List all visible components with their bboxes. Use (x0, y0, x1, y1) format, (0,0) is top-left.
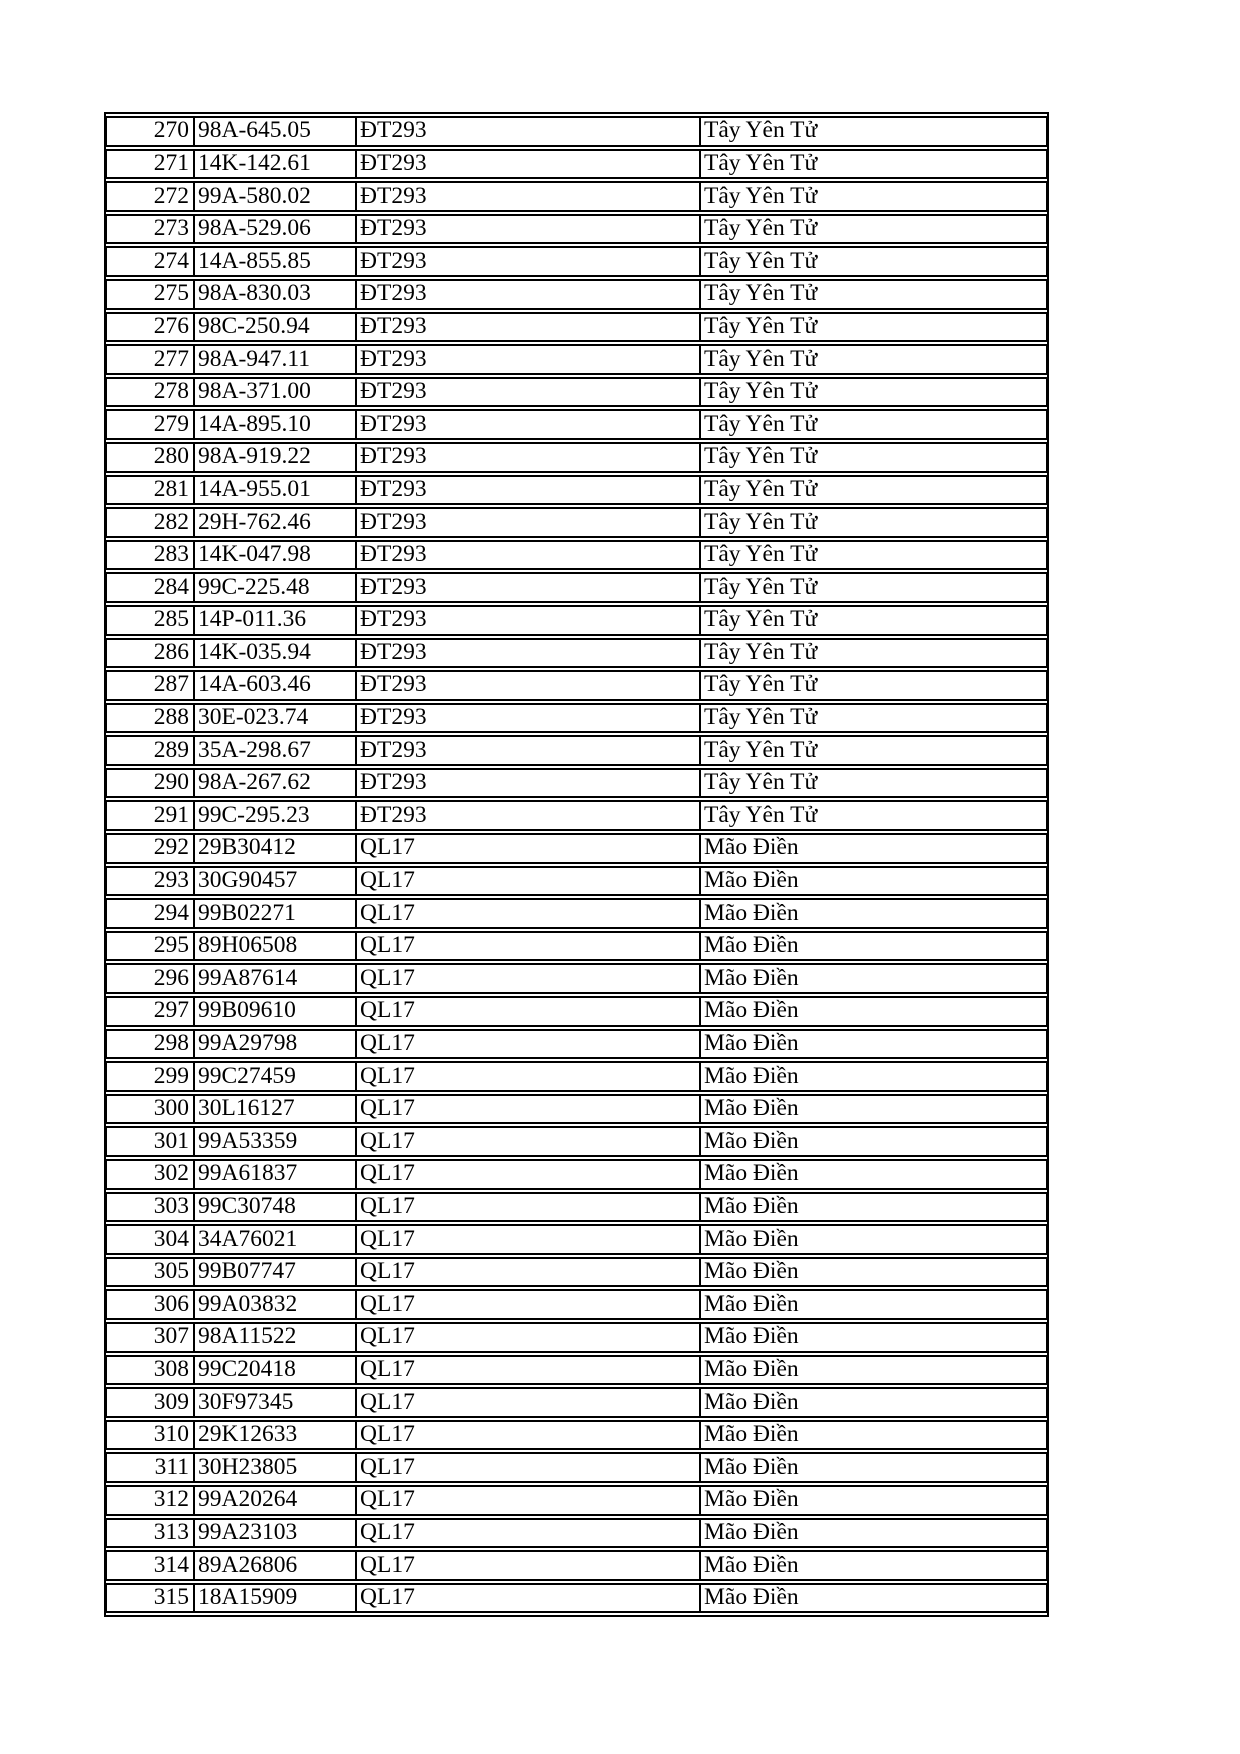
cell-road: QL17 (356, 1192, 700, 1223)
cell-stt: 272 (106, 181, 194, 212)
cell-plate: 14P-011.36 (194, 605, 356, 636)
table-row (106, 1355, 1047, 1386)
cell-stt: 308 (106, 1355, 194, 1386)
table-row (106, 800, 1047, 831)
cell-road: QL17 (356, 1289, 700, 1320)
cell-location: Tây Yên Tử (700, 800, 1047, 831)
cell-road: ĐT293 (356, 703, 700, 734)
cell-road: ĐT293 (356, 409, 700, 440)
cell-road: QL17 (356, 1094, 700, 1125)
cell-stt: 300 (106, 1094, 194, 1125)
cell-location: Tây Yên Tử (700, 638, 1047, 669)
table-row (106, 1322, 1047, 1353)
table-row (106, 507, 1047, 538)
cell-plate: 30F97345 (194, 1387, 356, 1418)
cell-plate: 18A15909 (194, 1583, 356, 1614)
cell-plate: 30H23805 (194, 1452, 356, 1483)
table-row (106, 1224, 1047, 1255)
cell-road: ĐT293 (356, 638, 700, 669)
cell-plate: 14A-855.85 (194, 246, 356, 277)
table-row (106, 149, 1047, 180)
cell-location: Mão Điền (700, 1322, 1047, 1353)
table-row (106, 768, 1047, 799)
cell-plate: 99A-580.02 (194, 181, 356, 212)
cell-plate: 99B02271 (194, 898, 356, 929)
cell-stt: 292 (106, 833, 194, 864)
cell-location: Tây Yên Tử (700, 246, 1047, 277)
cell-stt: 294 (106, 898, 194, 929)
cell-plate: 35A-298.67 (194, 735, 356, 766)
cell-location: Mão Điền (700, 1289, 1047, 1320)
table-row (106, 1126, 1047, 1157)
cell-plate: 99B09610 (194, 996, 356, 1027)
cell-location: Mão Điền (700, 1192, 1047, 1223)
table-row (106, 214, 1047, 245)
cell-location: Tây Yên Tử (700, 149, 1047, 180)
table-row (106, 344, 1047, 375)
cell-stt: 276 (106, 312, 194, 343)
cell-road: QL17 (356, 1257, 700, 1288)
cell-stt: 311 (106, 1452, 194, 1483)
cell-plate: 98A-645.05 (194, 116, 356, 147)
table-row (106, 279, 1047, 310)
cell-plate: 99C20418 (194, 1355, 356, 1386)
cell-location: Mão Điền (700, 1452, 1047, 1483)
cell-location: Mão Điền (700, 1485, 1047, 1516)
table-row (106, 638, 1047, 669)
cell-road: ĐT293 (356, 768, 700, 799)
cell-location: Tây Yên Tử (700, 181, 1047, 212)
cell-stt: 283 (106, 540, 194, 571)
cell-stt: 310 (106, 1420, 194, 1451)
cell-location: Tây Yên Tử (700, 214, 1047, 245)
cell-plate: 99A29798 (194, 1029, 356, 1060)
cell-road: ĐT293 (356, 735, 700, 766)
cell-plate: 34A76021 (194, 1224, 356, 1255)
cell-stt: 304 (106, 1224, 194, 1255)
cell-location: Mão Điền (700, 1159, 1047, 1190)
cell-stt: 290 (106, 768, 194, 799)
cell-location: Mão Điền (700, 1550, 1047, 1581)
cell-stt: 315 (106, 1583, 194, 1614)
table-row (106, 931, 1047, 962)
cell-road: ĐT293 (356, 279, 700, 310)
table-row (106, 1029, 1047, 1060)
cell-location: Tây Yên Tử (700, 572, 1047, 603)
cell-plate: 99A61837 (194, 1159, 356, 1190)
table-row (106, 1289, 1047, 1320)
cell-stt: 302 (106, 1159, 194, 1190)
cell-stt: 275 (106, 279, 194, 310)
table-row (106, 1387, 1047, 1418)
cell-plate: 99A03832 (194, 1289, 356, 1320)
table-row (106, 409, 1047, 440)
cell-plate: 89A26806 (194, 1550, 356, 1581)
cell-location: Tây Yên Tử (700, 605, 1047, 636)
cell-location: Mão Điền (700, 1061, 1047, 1092)
table-row (106, 670, 1047, 701)
cell-stt: 299 (106, 1061, 194, 1092)
table-row (106, 312, 1047, 343)
cell-road: QL17 (356, 1583, 700, 1614)
table-row (106, 1420, 1047, 1451)
cell-location: Tây Yên Tử (700, 540, 1047, 571)
cell-stt: 297 (106, 996, 194, 1027)
table-row (106, 1550, 1047, 1581)
cell-stt: 309 (106, 1387, 194, 1418)
cell-road: ĐT293 (356, 670, 700, 701)
table-row (106, 1485, 1047, 1516)
cell-location: Mão Điền (700, 1387, 1047, 1418)
cell-plate: 99A53359 (194, 1126, 356, 1157)
cell-stt: 277 (106, 344, 194, 375)
cell-location: Mão Điền (700, 996, 1047, 1027)
cell-plate: 99C30748 (194, 1192, 356, 1223)
table-row (106, 1452, 1047, 1483)
cell-location: Tây Yên Tử (700, 670, 1047, 701)
cell-road: QL17 (356, 1061, 700, 1092)
cell-location: Tây Yên Tử (700, 735, 1047, 766)
vehicle-table (104, 112, 1049, 1617)
cell-stt: 295 (106, 931, 194, 962)
cell-road: QL17 (356, 1518, 700, 1549)
cell-location: Mão Điền (700, 1355, 1047, 1386)
cell-road: QL17 (356, 963, 700, 994)
table-row (106, 866, 1047, 897)
cell-location: Mão Điền (700, 1518, 1047, 1549)
cell-location: Mão Điền (700, 866, 1047, 897)
cell-location: Tây Yên Tử (700, 312, 1047, 343)
table-row (106, 605, 1047, 636)
table-row (106, 181, 1047, 212)
cell-road: QL17 (356, 1159, 700, 1190)
cell-road: ĐT293 (356, 442, 700, 473)
cell-stt: 271 (106, 149, 194, 180)
cell-location: Tây Yên Tử (700, 279, 1047, 310)
cell-plate: 98A11522 (194, 1322, 356, 1353)
cell-plate: 29B30412 (194, 833, 356, 864)
cell-road: ĐT293 (356, 246, 700, 277)
cell-road: QL17 (356, 1485, 700, 1516)
cell-road: QL17 (356, 1126, 700, 1157)
cell-road: QL17 (356, 866, 700, 897)
cell-road: QL17 (356, 1029, 700, 1060)
cell-stt: 285 (106, 605, 194, 636)
table-row (106, 1159, 1047, 1190)
cell-road: ĐT293 (356, 344, 700, 375)
table-row (106, 1094, 1047, 1125)
cell-road: QL17 (356, 1322, 700, 1353)
cell-road: ĐT293 (356, 475, 700, 506)
cell-stt: 288 (106, 703, 194, 734)
table-row (106, 703, 1047, 734)
cell-plate: 98A-947.11 (194, 344, 356, 375)
table-row (106, 442, 1047, 473)
cell-location: Mão Điền (700, 963, 1047, 994)
cell-stt: 313 (106, 1518, 194, 1549)
cell-stt: 289 (106, 735, 194, 766)
cell-road: QL17 (356, 996, 700, 1027)
cell-stt: 278 (106, 377, 194, 408)
cell-road: QL17 (356, 931, 700, 962)
cell-plate: 29K12633 (194, 1420, 356, 1451)
table-row (106, 377, 1047, 408)
cell-stt: 282 (106, 507, 194, 538)
cell-stt: 306 (106, 1289, 194, 1320)
cell-plate: 14A-955.01 (194, 475, 356, 506)
cell-road: ĐT293 (356, 181, 700, 212)
table-row (106, 475, 1047, 506)
cell-location: Mão Điền (700, 1094, 1047, 1125)
cell-road: ĐT293 (356, 572, 700, 603)
cell-stt: 298 (106, 1029, 194, 1060)
cell-stt: 273 (106, 214, 194, 245)
cell-location: Mão Điền (700, 1257, 1047, 1288)
table-row (106, 246, 1047, 277)
cell-location: Mão Điền (700, 833, 1047, 864)
cell-road: ĐT293 (356, 116, 700, 147)
table-row (106, 1583, 1047, 1614)
cell-plate: 98A-371.00 (194, 377, 356, 408)
cell-road: ĐT293 (356, 312, 700, 343)
cell-plate: 14K-142.61 (194, 149, 356, 180)
cell-stt: 312 (106, 1485, 194, 1516)
cell-plate: 98C-250.94 (194, 312, 356, 343)
cell-stt: 305 (106, 1257, 194, 1288)
cell-plate: 89H06508 (194, 931, 356, 962)
vehicle-table-body (106, 116, 1047, 1613)
cell-stt: 279 (106, 409, 194, 440)
cell-stt: 303 (106, 1192, 194, 1223)
cell-road: QL17 (356, 1224, 700, 1255)
cell-plate: 99C27459 (194, 1061, 356, 1092)
cell-plate: 14A-603.46 (194, 670, 356, 701)
table-row (106, 1192, 1047, 1223)
table-row (106, 116, 1047, 147)
cell-location: Mão Điền (700, 1583, 1047, 1614)
cell-plate: 99A20264 (194, 1485, 356, 1516)
cell-road: QL17 (356, 1550, 700, 1581)
cell-location: Tây Yên Tử (700, 344, 1047, 375)
table-row (106, 735, 1047, 766)
cell-location: Tây Yên Tử (700, 409, 1047, 440)
table-row (106, 996, 1047, 1027)
table-row (106, 898, 1047, 929)
cell-plate: 98A-919.22 (194, 442, 356, 473)
cell-location: Tây Yên Tử (700, 116, 1047, 147)
cell-stt: 301 (106, 1126, 194, 1157)
cell-plate: 14K-047.98 (194, 540, 356, 571)
cell-plate: 99B07747 (194, 1257, 356, 1288)
cell-plate: 98A-529.06 (194, 214, 356, 245)
cell-stt: 287 (106, 670, 194, 701)
cell-plate: 99A87614 (194, 963, 356, 994)
table-row (106, 1061, 1047, 1092)
cell-plate: 30E-023.74 (194, 703, 356, 734)
cell-stt: 307 (106, 1322, 194, 1353)
table-row (106, 572, 1047, 603)
cell-plate: 98A-830.03 (194, 279, 356, 310)
cell-plate: 98A-267.62 (194, 768, 356, 799)
cell-road: ĐT293 (356, 605, 700, 636)
cell-location: Tây Yên Tử (700, 768, 1047, 799)
cell-stt: 293 (106, 866, 194, 897)
cell-road: QL17 (356, 833, 700, 864)
cell-location: Mão Điền (700, 898, 1047, 929)
cell-stt: 286 (106, 638, 194, 669)
cell-location: Mão Điền (700, 1126, 1047, 1157)
cell-location: Mão Điền (700, 1029, 1047, 1060)
cell-plate: 99C-225.48 (194, 572, 356, 603)
cell-stt: 280 (106, 442, 194, 473)
cell-location: Mão Điền (700, 1224, 1047, 1255)
cell-plate: 14K-035.94 (194, 638, 356, 669)
cell-road: QL17 (356, 1452, 700, 1483)
cell-road: QL17 (356, 1355, 700, 1386)
cell-road: ĐT293 (356, 507, 700, 538)
cell-road: QL17 (356, 898, 700, 929)
cell-road: ĐT293 (356, 800, 700, 831)
cell-location: Tây Yên Tử (700, 442, 1047, 473)
cell-stt: 284 (106, 572, 194, 603)
table-row (106, 833, 1047, 864)
table-row (106, 963, 1047, 994)
cell-plate: 30G90457 (194, 866, 356, 897)
cell-road: QL17 (356, 1387, 700, 1418)
cell-stt: 281 (106, 475, 194, 506)
cell-location: Tây Yên Tử (700, 703, 1047, 734)
cell-stt: 274 (106, 246, 194, 277)
cell-plate: 99C-295.23 (194, 800, 356, 831)
cell-location: Tây Yên Tử (700, 475, 1047, 506)
cell-plate: 14A-895.10 (194, 409, 356, 440)
cell-location: Tây Yên Tử (700, 507, 1047, 538)
cell-plate: 29H-762.46 (194, 507, 356, 538)
cell-road: QL17 (356, 1420, 700, 1451)
cell-stt: 270 (106, 116, 194, 147)
cell-location: Mão Điền (700, 1420, 1047, 1451)
cell-road: ĐT293 (356, 377, 700, 408)
cell-road: ĐT293 (356, 540, 700, 571)
cell-plate: 99A23103 (194, 1518, 356, 1549)
cell-location: Mão Điền (700, 931, 1047, 962)
table-row (106, 1257, 1047, 1288)
cell-location: Tây Yên Tử (700, 377, 1047, 408)
cell-stt: 314 (106, 1550, 194, 1581)
cell-stt: 296 (106, 963, 194, 994)
cell-plate: 30L16127 (194, 1094, 356, 1125)
table-row (106, 540, 1047, 571)
cell-stt: 291 (106, 800, 194, 831)
cell-road: ĐT293 (356, 214, 700, 245)
table-row (106, 1518, 1047, 1549)
cell-road: ĐT293 (356, 149, 700, 180)
